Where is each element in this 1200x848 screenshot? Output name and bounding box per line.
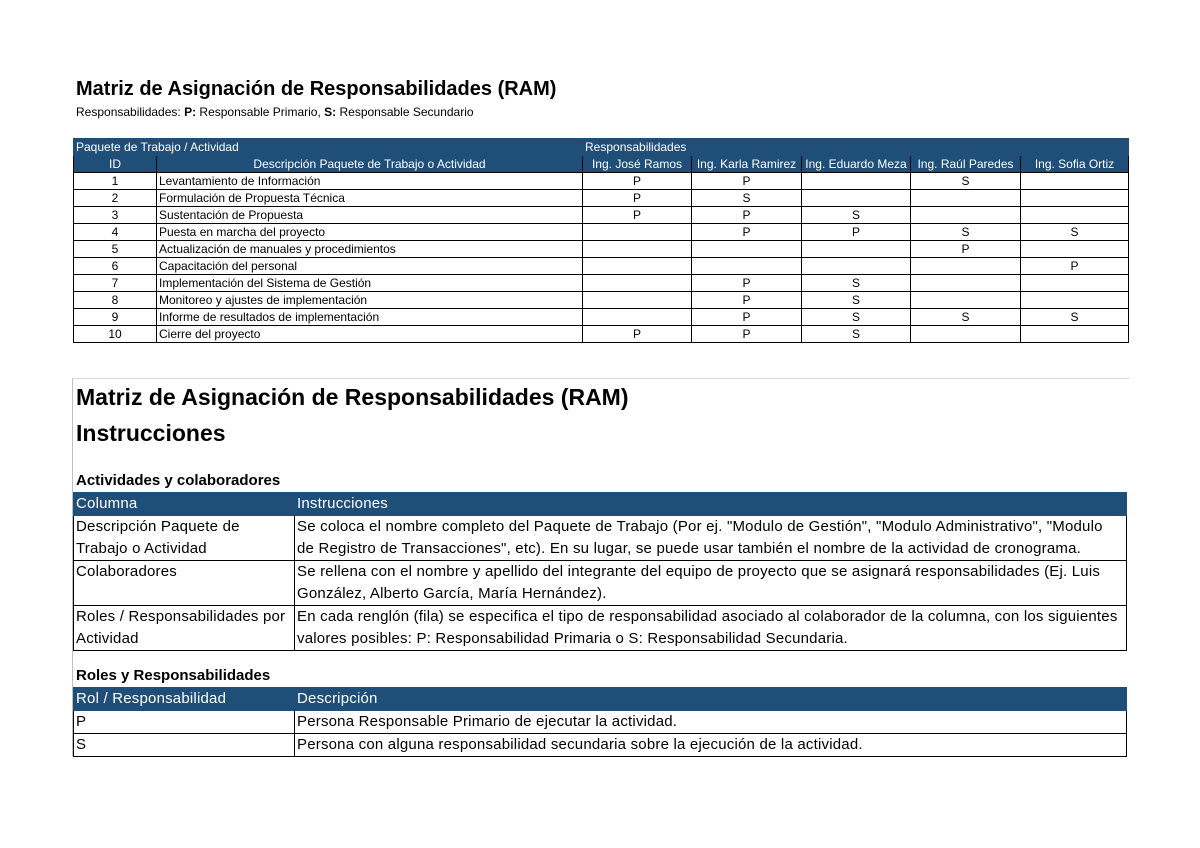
role-description: Persona con alguna responsabilidad secundaria sobre la ejecución de la actividad. bbox=[295, 734, 1127, 757]
activity-id: 3 bbox=[74, 207, 157, 224]
responsibility-cell: P bbox=[692, 224, 802, 241]
page-title: Matriz de Asignación de Responsabilidades (RAM) bbox=[76, 78, 557, 100]
responsibility-cell bbox=[802, 241, 911, 258]
header-instructions: Instrucciones bbox=[295, 493, 1127, 516]
responsibility-cell bbox=[692, 241, 802, 258]
ram-matrix-table bbox=[73, 138, 1129, 343]
responsibility-cell: S bbox=[802, 292, 911, 309]
responsibility-cell bbox=[1021, 207, 1129, 224]
responsibility-cell: P bbox=[692, 207, 802, 224]
role-description: Persona Responsable Primario de ejecutar la actividad. bbox=[295, 711, 1127, 734]
table-row bbox=[74, 309, 1129, 326]
table-row bbox=[74, 207, 1129, 224]
table-row bbox=[74, 173, 1129, 190]
responsibility-cell: P bbox=[1021, 258, 1129, 275]
responsibility-cell bbox=[911, 275, 1021, 292]
responsibility-cell bbox=[1021, 190, 1129, 207]
table-row bbox=[74, 734, 1127, 757]
activity-description: Informe de resultados de implementación bbox=[157, 309, 583, 326]
activity-id: 2 bbox=[74, 190, 157, 207]
legend-prefix: Responsabilidades: bbox=[76, 105, 185, 119]
column-header-person: Ing. Karla Ramirez bbox=[692, 156, 802, 173]
table-row bbox=[74, 258, 1129, 275]
responsibility-cell bbox=[1021, 241, 1129, 258]
activity-description: Capacitación del personal bbox=[157, 258, 583, 275]
responsibility-cell bbox=[583, 275, 692, 292]
activity-description: Cierre del proyecto bbox=[157, 326, 583, 343]
responsibility-cell bbox=[583, 309, 692, 326]
legend-p-text: Responsable Primario, bbox=[196, 105, 325, 119]
responsibility-cell bbox=[911, 190, 1021, 207]
responsibility-cell bbox=[583, 241, 692, 258]
column-header-id: ID bbox=[74, 156, 157, 173]
responsibility-cell bbox=[692, 258, 802, 275]
table-row bbox=[74, 275, 1129, 292]
responsibility-cell: S bbox=[802, 326, 911, 343]
activity-description: Puesta en marcha del proyecto bbox=[157, 224, 583, 241]
column-header-description: Descripción Paquete de Trabajo o Actividad bbox=[157, 156, 583, 173]
responsibility-cell bbox=[583, 258, 692, 275]
responsibility-cell: S bbox=[1021, 224, 1129, 241]
section-activities-collaborators: Actividades y colaboradores bbox=[76, 472, 281, 489]
responsibility-cell bbox=[802, 258, 911, 275]
column-header-person: Ing. Eduardo Meza bbox=[802, 156, 911, 173]
responsibility-cell: P bbox=[692, 326, 802, 343]
column-header-person: Ing. Raúl Paredes bbox=[911, 156, 1021, 173]
responsibility-cell bbox=[1021, 292, 1129, 309]
header-role: Rol / Responsabilidad bbox=[74, 688, 295, 711]
header-column: Columna bbox=[74, 493, 295, 516]
row-label: Colaboradores bbox=[74, 561, 295, 606]
table-row bbox=[74, 561, 1127, 606]
responsibility-cell: P bbox=[583, 326, 692, 343]
responsibility-cell: S bbox=[802, 275, 911, 292]
responsibility-cell: P bbox=[692, 309, 802, 326]
roles-table bbox=[73, 687, 1127, 757]
activity-description: Actualización de manuales y procedimientos bbox=[157, 241, 583, 258]
header-description: Descripción bbox=[295, 688, 1127, 711]
activity-description: Formulación de Propuesta Técnica bbox=[157, 190, 583, 207]
instructions-table bbox=[73, 492, 1127, 651]
activity-id: 1 bbox=[74, 173, 157, 190]
responsibility-cell bbox=[583, 224, 692, 241]
responsibility-cell bbox=[1021, 173, 1129, 190]
responsibility-cell: S bbox=[911, 224, 1021, 241]
responsibility-cell: P bbox=[583, 207, 692, 224]
table-row bbox=[74, 516, 1127, 561]
role-code: P bbox=[74, 711, 295, 734]
group-header-activity: Paquete de Trabajo / Actividad bbox=[74, 139, 583, 156]
responsibility-cell: S bbox=[802, 207, 911, 224]
activity-description: Implementación del Sistema de Gestión bbox=[157, 275, 583, 292]
matrix-body bbox=[74, 173, 1129, 343]
responsibility-cell bbox=[802, 173, 911, 190]
responsibility-cell: S bbox=[911, 309, 1021, 326]
legend-s-key: S: bbox=[324, 105, 337, 119]
activity-id: 9 bbox=[74, 309, 157, 326]
row-text: En cada renglón (fila) se especifica el tipo de responsabilidad asociado al colaborador de la columna, con los siguientes valores posibles: P: Responsabilidad Primaria o S: Responsabilidad Secundaria. bbox=[295, 606, 1127, 651]
matrix-group-header-row bbox=[74, 139, 1129, 156]
table-row bbox=[74, 606, 1127, 651]
activity-id: 8 bbox=[74, 292, 157, 309]
responsibility-cell bbox=[911, 258, 1021, 275]
activity-id: 6 bbox=[74, 258, 157, 275]
activity-description: Monitoreo y ajustes de implementación bbox=[157, 292, 583, 309]
matrix-column-header-row bbox=[74, 156, 1129, 173]
responsibility-cell bbox=[1021, 275, 1129, 292]
table-row bbox=[74, 326, 1129, 343]
legend-s-text: Responsable Secundario bbox=[336, 105, 474, 119]
responsibility-cell: P bbox=[583, 173, 692, 190]
legend-p-key: P: bbox=[184, 105, 197, 119]
table-row bbox=[74, 292, 1129, 309]
table-row bbox=[74, 190, 1129, 207]
responsibility-legend bbox=[76, 105, 474, 119]
section-roles-responsibilities: Roles y Responsabilidades bbox=[76, 667, 271, 684]
column-header-person: Ing. José Ramos bbox=[583, 156, 692, 173]
responsibility-cell: P bbox=[802, 224, 911, 241]
responsibility-cell: S bbox=[802, 309, 911, 326]
responsibility-cell bbox=[583, 292, 692, 309]
instructions-header-row bbox=[74, 493, 1127, 516]
role-code: S bbox=[74, 734, 295, 757]
responsibility-cell: P bbox=[911, 241, 1021, 258]
table-row bbox=[74, 711, 1127, 734]
table-row bbox=[74, 224, 1129, 241]
row-text: Se rellena con el nombre y apellido del integrante del equipo de proyecto que se asignará responsabilidades (Ej. Luis González, Alberto García, María Hernández). bbox=[295, 561, 1127, 606]
responsibility-cell: P bbox=[692, 275, 802, 292]
roles-header-row bbox=[74, 688, 1127, 711]
responsibility-cell bbox=[911, 207, 1021, 224]
row-label: Roles / Responsabilidades por Actividad bbox=[74, 606, 295, 651]
column-header-person: Ing. Sofia Ortiz bbox=[1021, 156, 1129, 173]
table-row bbox=[74, 241, 1129, 258]
row-text: Se coloca el nombre completo del Paquete de Trabajo (Por ej. "Modulo de Gestión", "Modulo Administrativo", "Modulo de Registro de Transacciones", etc). En su lugar, se puede usar también el nombre de la actividad de cronograma. bbox=[295, 516, 1127, 561]
activity-id: 5 bbox=[74, 241, 157, 258]
responsibility-cell: S bbox=[692, 190, 802, 207]
group-header-responsibilities: Responsabilidades bbox=[583, 139, 1129, 156]
responsibility-cell bbox=[802, 190, 911, 207]
responsibility-cell: S bbox=[1021, 309, 1129, 326]
responsibility-cell bbox=[911, 326, 1021, 343]
activity-description: Levantamiento de Información bbox=[157, 173, 583, 190]
responsibility-cell: P bbox=[692, 173, 802, 190]
responsibility-cell: P bbox=[692, 292, 802, 309]
responsibility-cell bbox=[1021, 326, 1129, 343]
activity-id: 10 bbox=[74, 326, 157, 343]
responsibility-cell: S bbox=[911, 173, 1021, 190]
activity-id: 4 bbox=[74, 224, 157, 241]
responsibility-cell: P bbox=[583, 190, 692, 207]
activity-id: 7 bbox=[74, 275, 157, 292]
row-label: Descripción Paquete de Trabajo o Actividad bbox=[74, 516, 295, 561]
instructions-title: Matriz de Asignación de Responsabilidades (RAM) bbox=[76, 384, 629, 410]
responsibility-cell bbox=[911, 292, 1021, 309]
activity-description: Sustentación de Propuesta bbox=[157, 207, 583, 224]
instructions-subtitle: Instrucciones bbox=[76, 420, 226, 446]
